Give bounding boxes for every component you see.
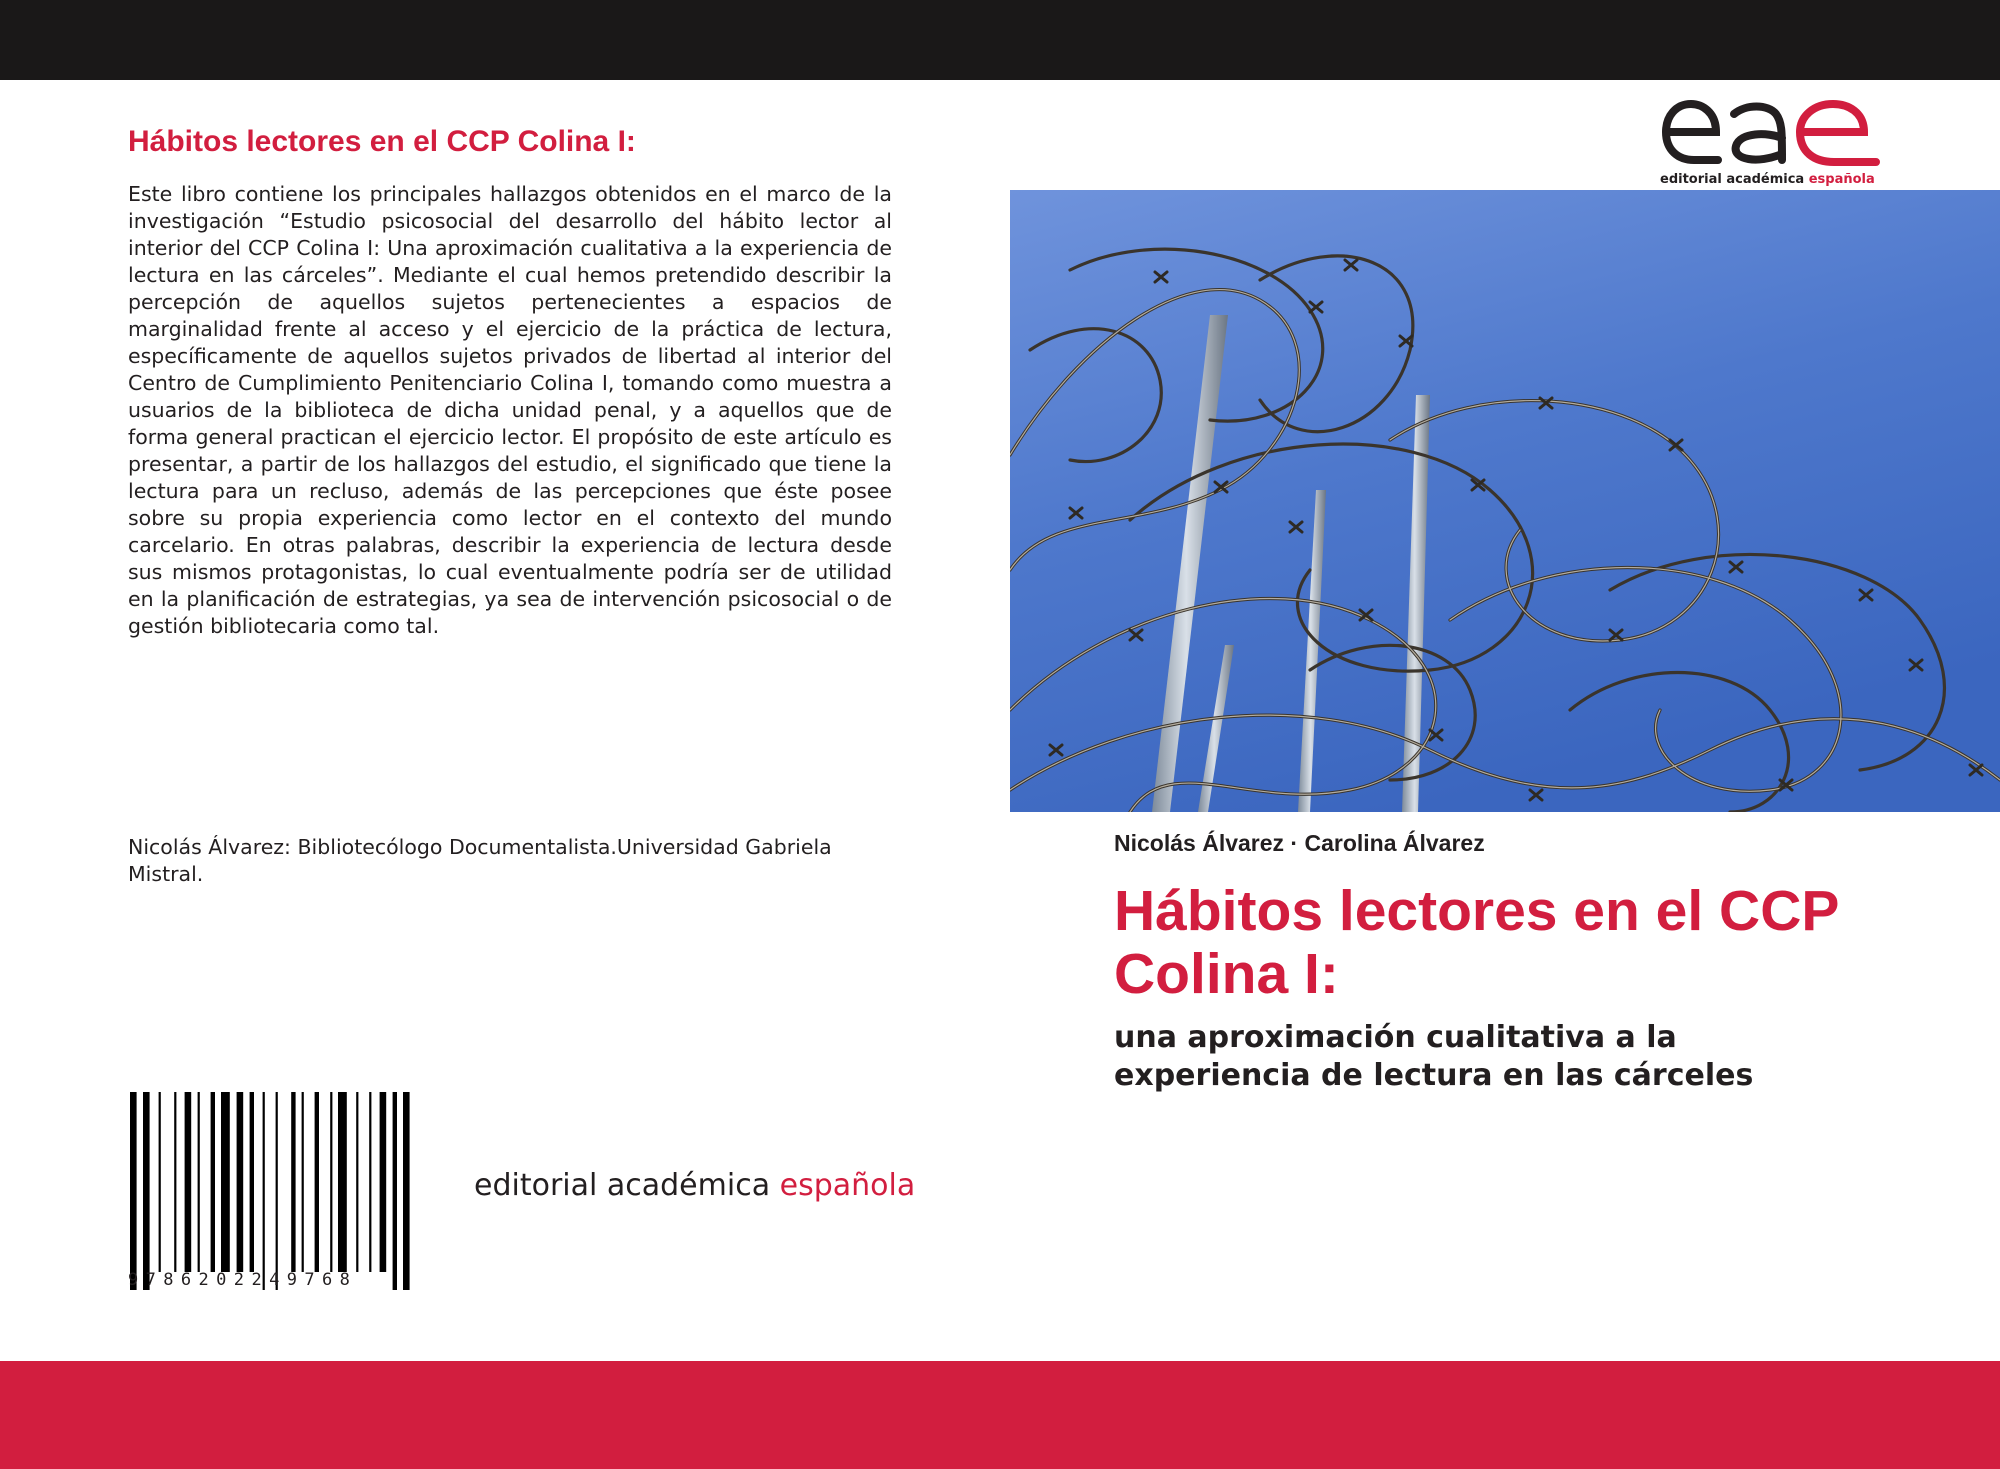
isbn-barcode-icon: [128, 1092, 458, 1290]
bottom-bar: [0, 1361, 2000, 1469]
logo-caption-main: editorial académica: [1660, 172, 1805, 187]
cover-authors: Nicolás Álvarez · Carolina Álvarez: [1114, 830, 1485, 856]
author-bio: Nicolás Álvarez: Bibliotecólogo Documentalista.Universidad Gabriela Mistral.: [128, 835, 832, 886]
logo-caption: [1660, 172, 1875, 187]
publisher-imprint: [474, 1168, 915, 1203]
isbn-digits: 9786202249768: [128, 1270, 358, 1290]
cover-title: Hábitos lectores en el CCP Colina I:: [1114, 879, 1839, 1006]
logo-caption-accent: española: [1808, 172, 1875, 187]
publisher-name-accent: española: [779, 1168, 916, 1203]
top-bar: [0, 0, 2000, 80]
cover-subtitle: una aproximación cualitativa a la experiencia de lectura en las cárceles: [1114, 1020, 1754, 1093]
publisher-name: editorial académica: [474, 1168, 771, 1203]
back-cover-title: Hábitos lectores en el CCP Colina I:: [128, 125, 636, 158]
eae-logo-icon: [1658, 98, 1884, 170]
back-cover-blurb: Este libro contiene los principales hallazgos obtenidos en el marco de la investigación “Estudio psicosocial del desarrollo del hábito lector al interior del CCP Colina I: Una aproximación cualitativa a la experiencia de lectura en las cárceles”. Mediante el cual hemos pretendido describir la percepción de aquellos sujetos pertenecientes a espacios de marginalidad frente al acceso y el ejercicio de la práctica de lectura, específicamente de aquellos sujetos privados de libertad al interior del Centro de Cumplimiento Penitenciario Colina I, tomando como muestra a usuarios de la biblioteca de dicha unidad penal, y a aquellos que de forma general practican el ejercicio lector. El propósito de este artículo es presentar, a partir de los hallazgos del estudio, el significado que tiene la lectura para un recluso, además de las percepciones que éste posee sobre su propia experiencia como lector en el contexto del mundo carcelario. En otras palabras, describir la experiencia de lectura desde sus mismos protagonistas, lo cual eventualmente podría ser de utilidad en la planificación de estrategias, ya sea de intervención psicosocial o de gestión bibliotecaria como tal.: [128, 182, 892, 638]
barbed-wire-photo: [1010, 190, 2000, 812]
